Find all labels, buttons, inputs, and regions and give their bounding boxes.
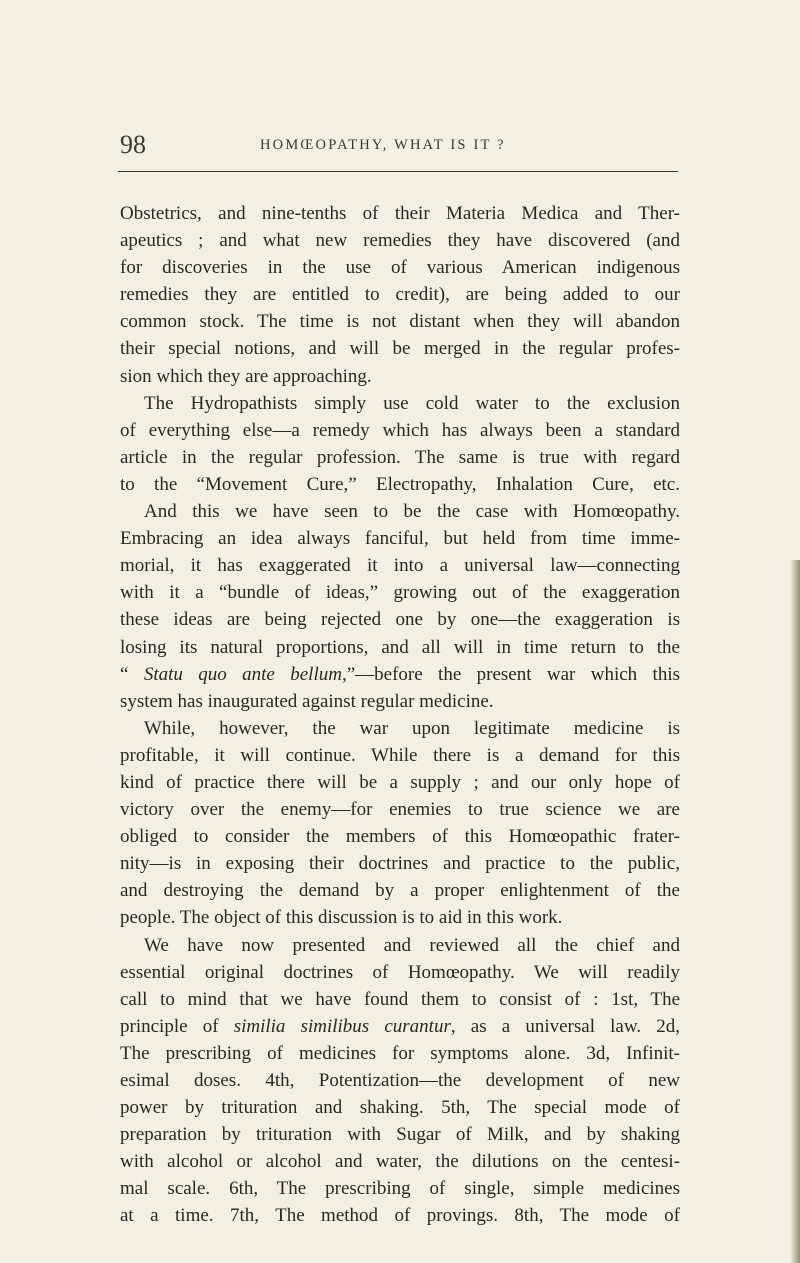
text-line [120,606,680,633]
text-line [120,850,680,877]
text-line [120,254,680,281]
text-line [120,200,680,227]
text-line [120,877,680,904]
text-segment: with alcohol or alcohol and water, the dilutions on the centesi- [120,1151,680,1173]
text-line [120,1013,680,1040]
text-segment: people. The object of this discussion is to aid in this work. [120,907,563,929]
text-segment: Obstetrics, and nine-tenths of their Materia Medica and Ther- [120,203,680,224]
text-line [120,498,680,525]
text-line [120,932,680,959]
text-line [120,1067,680,1094]
text-segment: And this we have seen to be the case with Homœopathy. [144,501,680,523]
text-segment: nity—is in exposing their doctrines and practice to the public, [120,853,680,875]
text-segment: principle of [120,1015,234,1037]
text-segment: losing its natural proportions, and all will in time return to the [120,636,680,658]
text-line [120,552,680,579]
italic-phrase: similia similibus curantur [233,1015,451,1037]
text-segment: victory over the enemy—for enemies to true science we are [120,799,680,821]
text-segment: esimal doses. 4th, Potentization—the development of new [120,1070,680,1091]
text-line [120,986,680,1013]
text-line [120,227,680,254]
text-line [120,444,680,471]
text-line [120,634,680,661]
text-segment: “ [120,663,144,685]
text-segment: article in the regular profession. The same is true with regard [120,446,680,468]
text-segment: for discoveries in the use of various American indigenous [120,257,680,279]
text-segment: call to mind that we have found them to consist of : 1st, The [120,988,680,1010]
text-line [120,661,680,688]
text-segment: of everything else—a remedy which has always been a standard [120,419,680,441]
text-line [120,688,680,715]
text-segment: kind of practice there will be a supply ; and our only hope of [120,771,680,793]
text-segment: morial, it has exaggerated it into a universal law—connecting [120,555,680,577]
text-segment: ”—before the present war which this [346,663,681,685]
text-segment: these ideas are being rejected one by one—the exaggeration is [120,609,680,631]
text-segment: sion which they are approaching. [120,365,372,387]
text-line [120,1175,680,1202]
text-line [120,471,680,498]
text-line [120,1202,680,1229]
text-segment: apeutics ; and what new remedies they have discovered (and [120,230,680,252]
text-line [120,959,680,986]
text-segment: While, however, the war upon legitimate medicine is [144,717,680,739]
text-line [120,715,680,742]
header-rule [118,171,678,172]
text-segment: with it a “bundle of ideas,” growing out of the exaggeration [120,582,680,604]
text-line [120,823,680,850]
page-number: 98 [120,130,146,159]
italic-phrase: Statu quo ante bellum, [143,663,347,685]
text-line [120,390,680,417]
text-segment: We have now presented and reviewed all the chief and [144,934,680,956]
text-line [120,308,680,335]
text-segment: The Hydropathists simply use cold water to the exclusion [144,392,680,414]
text-line [120,1040,680,1067]
text-segment: obliged to consider the members of this Homœopathic frater- [120,826,680,848]
text-line [120,904,680,931]
text-segment: Embracing an idea always fanciful, but held from time imme- [120,528,680,550]
text-segment: mal scale. 6th, The prescribing of single, simple medicines [120,1178,680,1200]
body-text [120,200,680,1230]
text-line [120,796,680,823]
text-line [120,363,680,390]
text-line [120,769,680,796]
text-segment: preparation by trituration with Sugar of Milk, and by shaking [120,1124,680,1146]
running-head: HOMŒOPATHY, WHAT IS IT ? [260,137,506,153]
text-line [120,579,680,606]
text-segment: profitable, it will continue. While there is a demand for this [120,744,680,766]
text-line [120,1094,680,1121]
text-line [120,281,680,308]
text-line [120,1148,680,1175]
text-segment: remedies they are entitled to credit), are being added to our [120,284,680,306]
text-segment: common stock. The time is not distant when they will abandon [120,311,680,333]
text-segment: their special notions, and will be merged in the regular profes- [120,338,680,360]
text-segment: and destroying the demand by a proper enlightenment of the [120,880,680,902]
page-edge-shadow [790,560,800,1263]
page-header [120,130,680,160]
text-segment: essential original doctrines of Homœopathy. We will readily [120,961,680,983]
text-segment: to the “Movement Cure,” Electropathy, Inhalation Cure, etc. [120,473,680,495]
text-line [120,525,680,552]
text-line [120,1121,680,1148]
text-segment: power by trituration and shaking. 5th, The special mode of [120,1097,680,1119]
text-segment: The prescribing of medicines for symptoms alone. 3d, Infinit- [120,1042,680,1064]
text-line [120,335,680,362]
text-segment: system has inaugurated against regular medicine. [120,690,494,712]
text-line [120,742,680,769]
text-line [120,417,680,444]
text-segment: , as a universal law. 2d, [450,1015,681,1037]
text-segment: at a time. 7th, The method of provings. 8th, The mode of [120,1205,680,1227]
